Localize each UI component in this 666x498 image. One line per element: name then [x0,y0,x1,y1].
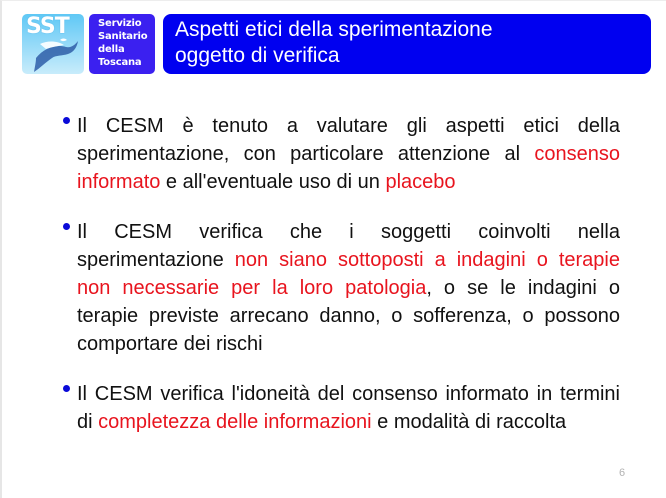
slide-title [163,14,651,74]
org-line-4: Toscana [98,57,142,68]
title-line-2: oggetto di verifica [175,44,340,67]
bullet-list [62,112,620,458]
sst-logo-text: SST [26,14,69,39]
bullet-item [62,112,620,196]
org-line-3: della [98,44,125,55]
bullet-text: , o se le indagini o terapie previste arrecano danno, o sofferenza, o possono comportare dei rischi [77,277,620,355]
bullet-dot-icon [63,223,70,230]
bullet-text: e modalità di raccolta [371,411,567,433]
bullet-dot-icon [63,117,70,124]
sst-logo [22,14,84,74]
bullet-text: Il CESM verifica che i soggetti coinvolti nella sperimentazione [77,221,620,271]
org-line-1: Servizio [98,18,142,29]
org-line-2: Sanitario [98,31,148,42]
highlighted-text: consenso informato [77,143,620,193]
bullet-item [62,380,620,436]
bullet-dot-icon [63,385,70,392]
bullet-item [62,218,620,358]
bullet-text: Il CESM è tenuto a valutare gli aspetti etici della sperimentazione, con particolare attenzione al [77,115,620,165]
highlighted-text: placebo [385,171,456,193]
organization-logo [89,14,155,74]
bullet-text: e all'eventuale uso di un [160,171,386,193]
highlighted-text: non siano sottoposti a indagini o terapie non necessarie per la loro patologia [77,249,620,299]
page-number: 6 [619,467,626,479]
title-line-1: Aspetti etici della sperimentazione [175,18,493,41]
bullet-text: Il CESM verifica l'idoneità del consenso informato in termini di [77,383,620,433]
highlighted-text: completezza delle informazioni [98,411,372,433]
